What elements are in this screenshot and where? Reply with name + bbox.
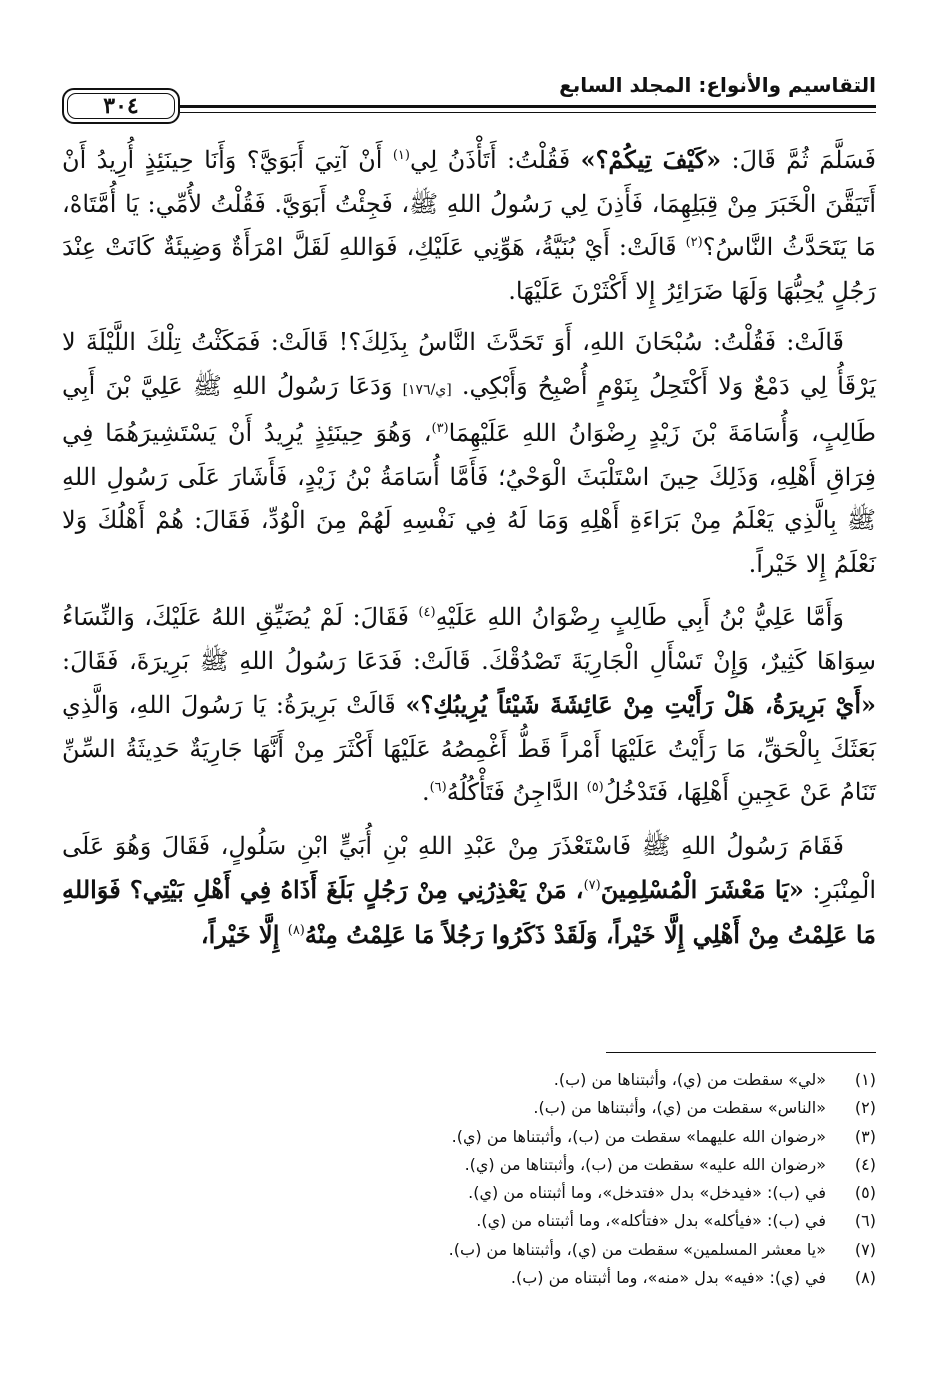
quoted-speech: إِلَّا خَيْراً،: [200, 919, 288, 949]
footnote: [62, 1123, 876, 1151]
main-text: [62, 138, 876, 967]
footnote-number: (٢): [854, 1098, 876, 1118]
text-run: فَقَامَ رَسُولُ اللهِ ﷺ فَاسْتَعْذَرَ مِنْ عَبْدِ اللهِ بْنِ أُبَيٍّ ابْنِ سَلُولٍ، فَقَالَ وَهُوَ عَلَى الْمِنْبَرِ:: [62, 831, 877, 904]
footnote-marker: (٢): [685, 235, 703, 250]
header-rule: [180, 105, 876, 108]
footnote-number: (٦): [854, 1211, 876, 1231]
text-run: قَالَتْ: فَقُلْتُ: سُبْحَانَ اللهِ، أَوَ تَحَدَّثَ النَّاسُ بِذَلِكَ؟! قَالَتْ: فَمَكَثْتُ تِلْكَ اللَّيْلَةَ لا يَرْقَأُ لِي دَمْعٌ وَلا أَكْتَحِلُ بِنَوْمٍ أُصْبِحُ وَأَبْكِي.: [62, 328, 877, 400]
text-run: الدَّاجِنُ فَتَأْكُلُهُ: [446, 778, 587, 806]
footnote-text: في (ب): «فيدخل» بدل «فتدخل»، وما أثبتناه من (ي).: [468, 1183, 826, 1203]
quoted-speech: «يَا مَعْشَرَ الْمُسْلِمِينَ: [600, 875, 804, 904]
manuscript-reference: [ي/١٧٦]: [402, 381, 452, 398]
footnote-separator: [606, 1052, 876, 1053]
quoted-speech: «كَيْفَ تِيكُمْ؟»: [580, 145, 722, 174]
footnote: [62, 1207, 876, 1235]
footnote-text: «الناس» سقطت من (ي)، وأثبتناها من (ب).: [533, 1098, 826, 1118]
page-header: [62, 73, 876, 119]
footnotes: [62, 1066, 876, 1292]
footnote-number: (٧): [854, 1239, 876, 1259]
footnote-text: «يا معشر المسلمين» سقطت من (ي)، وأثبتناها من (ب).: [448, 1239, 826, 1259]
footnote-number: (٥): [854, 1183, 876, 1203]
text-run: فَقَالَ: لَمْ يُضَيِّقِ اللهُ عَلَيْكَ، وَالنِّسَاءُ سِوَاهَا كَثِيرٌ، وَإِنْ تَسْأَلِ الْجَارِيَةَ تَصْدُقْكَ. قَالَتْ: فَدَعَا رَسُولُ اللهِ ﷺ بَرِيرَةَ، فَقَالَ:: [62, 603, 876, 675]
page-number-frame: [62, 88, 180, 124]
text-run: قَالَتْ: أَيْ بُنَيَّةُ، هَوِّنِي عَلَيْكِ، فَوَاللهِ لَقَلَّ امْرَأَةٌ وَضِيئَةٌ كَانَتْ عِنْدَ رَجُلٍ يُحِبُّهَا وَلَهَا ضَرَائِرُ إِلا أَكْثَرْنَ عَلَيْهَا.: [62, 233, 876, 305]
footnote: [62, 1151, 876, 1179]
paragraph: [62, 596, 876, 815]
footnote-number: (٤): [854, 1154, 876, 1174]
footnote: [62, 1179, 876, 1207]
footnote-marker: (٥): [586, 780, 604, 795]
footnote-marker: (٨): [287, 922, 305, 938]
text-run: فَسَلَّمَ ثُمَّ قَالَ:: [721, 146, 877, 174]
footnote-text: في (ي): «فيه» بدل «منه»، وما أثبتناه من (ب).: [510, 1268, 826, 1288]
text-run: وَدَعَا رَسُولُ اللهِ ﷺ عَلِيَّ بْنَ أَبِي طَالِبٍ، وَأُسَامَةَ بْنَ زَيْدٍ رِضْوَانُ اللهِ عَلَيْهِمَا: [62, 371, 876, 447]
footnote-marker: (٧): [583, 878, 601, 893]
text-run: وَأَمَّا عَلِيُّ بْنُ أَبِي طَالِبٍ رِضْوَانُ اللهِ عَلَيْهِ: [435, 603, 844, 631]
footnote: [62, 1094, 876, 1122]
text-run: ، وَهُوَ حِينَئِذٍ يُرِيدُ أَنْ يَسْتَشِيرَهُمَا فِي فِرَاقِ أَهْلِهِ، وَذَلِكَ حِينَ اسْتَلْبَثَ الْوَحْيُ؛ فَأَمَّا أُسَامَةُ بْنُ زَيْدٍ، فَأَشَارَ عَلَى رَسُولِ اللهِ ﷺ بِالَّذِي يَعْلَمُ مِنْ بَرَاءَةِ أَهْلِهِ وَمَا لَهُ فِي نَفْسِهِ لَهُمْ مِنَ الْوُدِّ، فَقَالَ: هُمْ أَهْلُكَ وَلا نَعْلَمُ إِلا خَيْراً.: [62, 419, 876, 578]
footnote-number: (١): [854, 1070, 876, 1089]
footnote-text: في (ب): «فيأكله» بدل «فتأكله»، وما أثبتناه من (ي).: [476, 1211, 826, 1231]
footnote-text: «رضوان الله عليه» سقطت من (ب)، وأثبتناها من (ي).: [464, 1154, 826, 1174]
footnote-marker: (٣): [431, 421, 449, 436]
footnote: [62, 1066, 876, 1094]
footnote-marker: (٤): [418, 605, 436, 620]
footnote-text: «رضوان الله عليهما» سقطت من (ب)، وأثبتناها من (ي).: [451, 1126, 826, 1146]
paragraph: [62, 825, 876, 958]
running-title: التقاسيم والأنواع: المجلد السابع: [559, 73, 876, 97]
footnote: [62, 1236, 876, 1264]
quoted-speech: «أَيْ بَرِيرَةُ، هَلْ رَأَيْتِ مِنْ عَائِشَةَ شَيْئاً يُرِيبُكِ؟»: [405, 690, 876, 719]
quoted-speech: ، مَنْ يَعْذِرُنِي مِنْ رَجُلٍ بَلَغَ أَذَاهُ فِي أَهْلِ بَيْتِي؟ فَوَاللهِ مَا عَلِمْتُ مِنْ أَهْلِي إِلَّا خَيْراً، وَلَقَدْ ذَكَرُوا رَجُلاً مَا عَلِمْتُ مِنْهُ: [62, 875, 876, 949]
footnote-text: «لي» سقطت من (ي)، وأثبتناها من (ب).: [553, 1070, 826, 1089]
paragraph: [62, 321, 876, 586]
footnote-number: (٨): [854, 1268, 876, 1288]
text-run: .: [421, 778, 430, 806]
page-number: ٣٠٤: [67, 93, 175, 119]
paragraph: [62, 138, 876, 313]
footnote-marker: (٦): [429, 780, 447, 795]
text-run: قَالَتْ بَرِيرَةُ: يَا رَسُولَ اللهِ، وَالَّذِي بَعَثَكَ بِالْحَقِّ، مَا رَأَيْتُ عَلَيْهَا أَمْراً قَطُّ أَغْمِصُهُ عَلَيْهَا أَكْثَرَ مِنْ أَنَّهَا جَارِيَةٌ حَدِيثَةُ السِّنِّ تَنَامُ عَنْ عَجِينِ أَهْلِهَا، فَتَدْخُلُ: [62, 691, 876, 806]
header-rule-thin: [180, 112, 876, 113]
text-run: أَنْ آتِيَ أَبَوَيَّ؟ وَأَنَا حِينَئِذٍ أُرِيدُ أَنْ أَتَيَقَّنَ الْخَبَرَ مِنْ قِبَلِهِمَا، فَأَذِنَ لِي رَسُولُ اللهِ ﷺ، فَجِئْتُ أَبَوَيَّ. فَقُلْتُ لأُمِّي: يَا أُمَّتَاهْ، مَا يَتَحَدَّثُ النَّاسُ؟: [62, 146, 876, 261]
footnote: [62, 1264, 876, 1292]
footnote-number: (٣): [854, 1126, 876, 1146]
footnote-marker: (١): [392, 148, 410, 163]
text-run: فَقُلْتُ: أَتَأْذَنُ لِي: [409, 146, 581, 174]
